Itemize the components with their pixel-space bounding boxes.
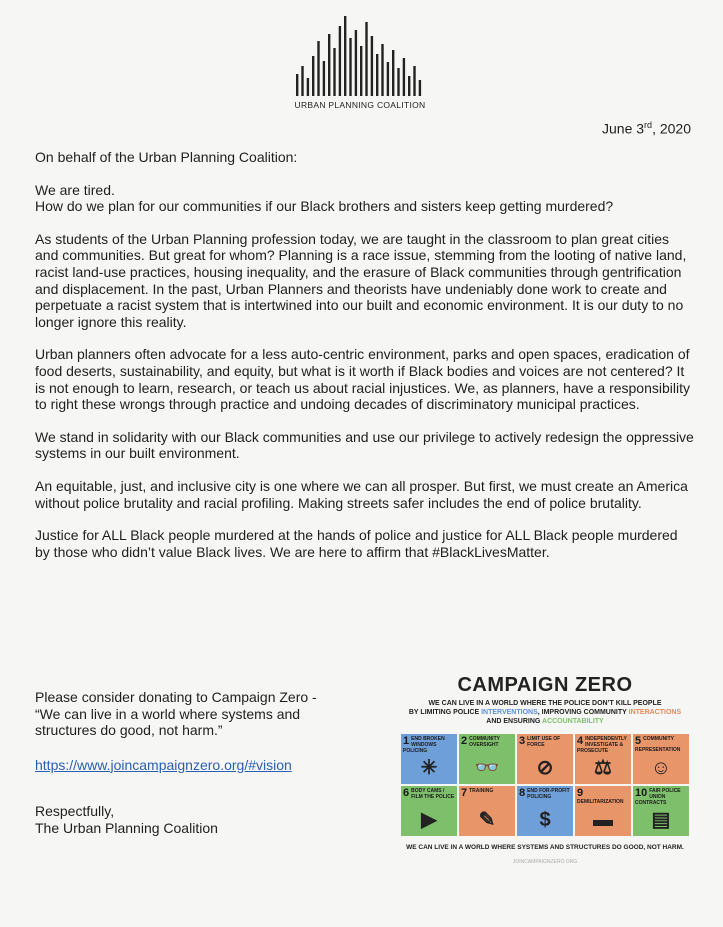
logo-bar [387, 62, 389, 96]
logo-bar [307, 78, 309, 96]
cell-number: 1 [403, 735, 410, 747]
cell-label: DEMILITARIZATION [577, 799, 624, 805]
logo-caption: URBAN PLANNING COALITION [294, 100, 426, 110]
logo-bar [360, 46, 362, 96]
campaign-footer: WE CAN LIVE IN A WORLD WHERE SYSTEMS AND STRUCTURES DO GOOD, NOT HARM. [406, 844, 684, 851]
cell-label: FAIR POLICE UNION CONTRACTS [635, 788, 681, 806]
cell-label: INDEPENDENTLY INVESTIGATE & PROSECUTE [577, 736, 627, 754]
logo-bar [323, 61, 325, 96]
logo-bar [328, 34, 330, 96]
cell-number: 6 [403, 787, 410, 799]
cell-number: 9 [577, 787, 584, 799]
letter-date: June 3rd, 2020 [602, 120, 691, 137]
cell-number: 3 [519, 735, 526, 747]
campaign-cell-3 [517, 734, 573, 784]
campaign-cell-4 [575, 734, 631, 784]
cell-icon: ⊘ [536, 757, 554, 779]
cell-icon: ✎ [478, 809, 496, 831]
paragraph-students: As students of the Urban Planning profession today, we are taught in the classroom to plan great cities and communities. But great for whom? Planning is a race issue, stemming from the looting of native land, racist land-use practices, housing inequality, and the erasure of Black communities through gentrification and displacement. In the past, Urban Planners and theorists have undeniably done work to create and perpetuate a racist system that is intertwined into our built and economic environment. It is our duty to no longer ignore this reality. [35, 230, 687, 330]
paragraph-solidarity: We stand in solidarity with our Black communities and use our privilege to actively redesign the oppressive systems in our built environment. [35, 428, 694, 462]
cell-number: 4 [577, 735, 584, 747]
cell-label: BODY CAMS / FILM THE POLICE [411, 788, 455, 800]
salutation: On behalf of the Urban Planning Coalition: [35, 149, 298, 165]
logo-bar [344, 16, 346, 96]
paragraph-justice: Justice for ALL Black people murdered at the hands of police and justice for ALL Black people murdered by those who didn’t value Black lives. We are here to affirm that #BlackLivesMatter. [35, 527, 678, 560]
cell-label: END BROKEN WINDOWS POLICING [403, 736, 445, 754]
cell-number: 5 [635, 735, 642, 747]
campaign-subtitle: WE CAN LIVE IN A WORLD WHERE THE POLICE DON’T KILL PEOPLE BY LIMITING POLICE INTERVENTIONS, IMPROVING COMMUNITY INTERACTIONS AND ENSURING ACCOUNTABILITY [408, 700, 682, 725]
cell-icon: ⚖ [594, 757, 612, 779]
logo-bar [333, 48, 335, 96]
campaign-grid [401, 734, 695, 836]
cell-icon: ☺ [650, 757, 672, 779]
logo-bar [381, 44, 383, 96]
logo-bar [296, 74, 298, 96]
campaign-cell-9 [575, 786, 631, 836]
logo-bar [403, 58, 405, 96]
cell-icon: $ [539, 809, 551, 831]
donation-section [35, 689, 365, 855]
campaign-zero-graphic [395, 674, 695, 910]
paragraph-tired: We are tired. How do we plan for our communities if our Black brothers and sisters keep getting murdered? [35, 181, 614, 215]
cell-number: 10 [635, 787, 648, 799]
campaign-zero-link[interactable]: https://www.joincampaignzero.org/#vision [35, 756, 292, 773]
logo-bar [349, 38, 351, 96]
logo-bar [312, 56, 314, 96]
logo-bar [371, 36, 373, 96]
cell-icon: ▬ [593, 809, 613, 831]
urban-planning-coalition-logo [290, 14, 430, 114]
campaign-title: CAMPAIGN ZERO [457, 674, 633, 696]
cell-icon: ▤ [651, 809, 671, 831]
cell-label: END FOR-PROFIT POLICING [527, 788, 570, 800]
donation-text: Please consider donating to Campaign Zero - “We can live in a world where systems and structures do good, not harm.” [35, 689, 317, 739]
campaign-cell-2 [459, 734, 515, 784]
campaign-cell-7 [459, 786, 515, 836]
cell-label: COMMUNITY REPRESENTATION [635, 736, 681, 753]
logo-bar [376, 54, 378, 96]
logo-bar [339, 26, 341, 96]
cell-number: 2 [461, 735, 468, 747]
campaign-cell-5 [633, 734, 689, 784]
logo-bar [392, 50, 394, 96]
cell-icon: ▶ [421, 809, 437, 831]
campaign-cell-6 [401, 786, 457, 836]
logo-bar [419, 80, 421, 96]
closing-signature: Respectfully, The Urban Planning Coalition [35, 803, 218, 836]
campaign-url: JOINCAMPAIGNZERO.ORG [512, 859, 578, 865]
campaign-cell-1 [401, 734, 457, 784]
paragraph-equitable: An equitable, just, and inclusive city is one where we can all prosper. But first, we must create an America without police brutality and racial profiling. Making streets safer includes the end of police brutality. [35, 477, 688, 511]
cell-label: COMMUNITY OVERSIGHT [469, 736, 500, 748]
logo-bar [408, 76, 410, 96]
campaign-cell-8 [517, 786, 573, 836]
letter-body [35, 149, 695, 576]
cell-label: LIMIT USE OF FORCE [527, 736, 561, 748]
logo-bar [413, 66, 415, 96]
logo-bar [317, 41, 319, 96]
paragraph-planners: Urban planners often advocate for a less auto-centric environment, parks and open spaces, eradication of food deserts, sustainability, and equity, but what is it worth if Black bodies and voices are not centered? It is not enough to learn, research, or teach us about racial injustices. We, as planners, have a responsibility to right these wrongs through practice and undoing decades of discriminatory municipal practices. [35, 346, 690, 413]
campaign-cell-10 [633, 786, 689, 836]
cell-label: TRAINING [469, 788, 494, 794]
logo-bar [365, 22, 367, 96]
logo-bar [301, 66, 303, 96]
cell-number: 8 [519, 787, 526, 799]
logo-bar [355, 30, 357, 96]
cell-icon: ✳ [420, 757, 438, 779]
cell-icon: 👓 [474, 757, 500, 779]
logo-bar [397, 68, 399, 96]
cell-number: 7 [461, 787, 468, 799]
